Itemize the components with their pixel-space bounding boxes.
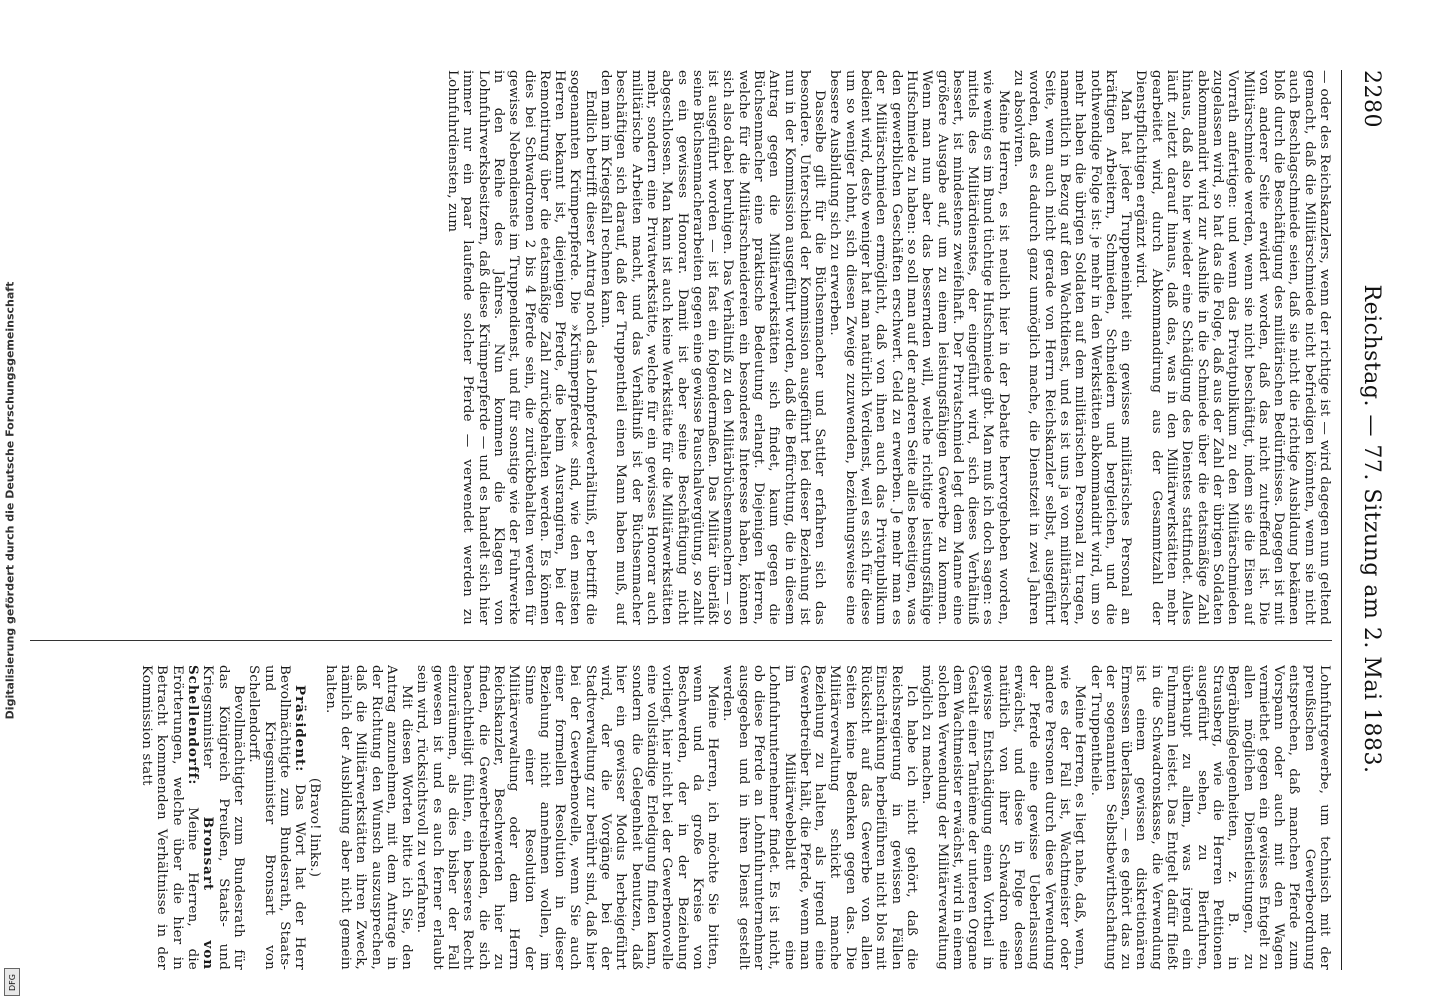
paragraph: Meine Herren, es liegt nahe, daß, wenn, wie es der Fall ist, Wachtmeister oder andere Personen durch diese Verwendung der Pferde eine gewisse Ueberlassung erwächst, und diese in Folge dessen natürlich von ihrer Schwadron eine gewisse Entschädigung einen Vortheil in Gestalt einer Tantième der unteren Organe dem Wachtmeister erwächst, wird in einem solchen Verwendung der Militärverwaltung möglich zu machen. xyxy=(919,665,1088,970)
paragraph: Endlich betrifft dieser Antrag noch das Lohnpferdeverhältniß, er betrifft die sogenannten Krümperpferde. Die »Krümperpferde« sind, wie den meisten Herren bekannt ist, diejenigen Pferde, die beim Ausrangiren, bei der Remontirung über die etatsmäßige Zahl zurückgehalten werden. Es können dies bei Schwadronen 2 bis 4 Pferde sein, die zurückbehalten werden für gewisse Nebendienste im Truppendienst, und für sonstige wie der Fuhrwerke in den Reihe des Jahres. Nun kommen die Klagen von Lohnfuhrwerksbesitzern, daß diese Krümperpferde — und es handelt sich hier immer nur ein paar laufende solcher Pferde — verwendet werden zu Lohnfuhrdiensten, zum xyxy=(445,70,598,625)
dfg-logo-text: DFG xyxy=(7,973,17,991)
dfg-logo xyxy=(4,968,20,996)
speaker-minister: Bronsart von Schellendorff: xyxy=(185,665,217,970)
president-paragraph xyxy=(246,665,307,970)
minister-paragraph xyxy=(139,665,246,970)
right-column xyxy=(30,665,1332,970)
page-title: Reichstag. — 77. Sitzung am 2. Mai 1883. xyxy=(1359,284,1385,774)
left-column xyxy=(30,70,1332,625)
paragraph: Man hat jeder Truppeneinheit ein gewisses militärisches Personal an kräftigen Arbeitern, Schmieden, Schneidern und bergleichen, und die nothwendige Folge ist: je mehr in den Werkstätten abkommandirt wird, um so mehr haben die übrigen Soldaten auf dem militärischen Personal zu tragen, namentlich in Bezug auf den Wachtdienst, und es ist uns ja von militärischer Seite, wenn auch nicht gerade von Herrn Reichskanzler selbst, ausgeführt worden, daß es dadurch ganz unmöglich mache, die Dienstzeit in zwei Jahren zu absolviren. xyxy=(1011,70,1134,625)
paragraph: Meine Herren, es ist neulich hier in der Debatte hervorgehoben worden, wie wenig es im Bund tüchtige Hufschmiede gibt. Man muß ich doch sagen: es mittels des Militärdienstes, der eingeführt wird, sich dieses Verhältniß bessert, ist mindestens zweifelhaft. Der Privatschmied legt dem Manne eine größere Ausgabe auf, um zu einem leistungsfähigen Gewerbe zu kommen. Wenn man nun aber das bessernden will, welche richtige leistungsfähige Hufschmiede zu haben: so soll man auf der anderen Seite alles beseitigen, was den gewerblichen Geschäften erschwert. Geld zu erwerben. Je mehr man es der Militärschmieden ermöglicht, daß von ihnen auch das Privatpublikum bedient wird, desto weniger hat man natürlich Verdienst, weil es sich für diese um so weniger lohnt, sich diesen Zweige zuzuwenden, beziehungsweise eine bessere Ausbildung sich zu erwerben. xyxy=(827,70,1011,625)
minister-text: Meine Herren, die Erörterungen, welche über die hier in Betracht kommenden Verhältnisse in der Kommission statt xyxy=(139,665,201,970)
paragraph: Ich habe ich nicht gehört, daß die Reichsregierung in gewissen Fällen Einschränkung herbeiführen nicht blos mit Rücksicht auf das Gewerbe von allen Seiten keine Bedenken gegen das. Die Militärverwaltung schickt manche Beziehung zu halten, als irgend eine Gewerbetreiber hält, die Pferde, wenn man im Militärwebeblatt eine Lohnfuhrunternehmer findet. Es ist nicht, ob diese Pferde an Lohnfuhrunternehmer ausgegeben und in ihren Dienst gestellt werden. xyxy=(720,665,919,970)
paragraph: — oder des Reichskanzlers, wenn der richtige ist — wird dagegen nun geltend gemacht, daß die Militärschmiede nicht befriedigen könnten, wenn sie nicht auch Beschlagschmiede seien, daß sie nicht die richtige Ausbildung bekämen bloß durch die Beschäftigung des militärischen Bedürfnisses. Dagegen ist mit von anderer Seite erwidert worden, daß das nicht zutreffend ist. Die Militärschmiede werden, wenn sie nicht beschäftigt, indem sie die Eisen auf Vorrath anfertigen: und wenn das Privatpublikum zu den Militärschmieden zugelassen wird, so hat das die Folge, daß aus der Zahl der übrigen Soldaten abkommandirt wird zur Aushilfe in die Schmiede über die etatsmäßige Zahl hinaus, daß also hier wieder eine Schädigung des Dienstes stattfindet. Alles läuft zuletzt darauf hinaus, daß das, was in den Militärwerkstätten mehr gearbeitet wird, durch Abkommandirung aus der Gesammtzahl der Dienstpflichtigen ergänzt wird. xyxy=(1133,70,1332,625)
paragraph: Meine Herren, ich möchte Sie bitten, wenn und da große Kreise von Beschwerden, der in der Beziehung vorliegt, hier nicht bei der Gewerbenovelle eine vollständige Erledigung finden kann, sondern die Gelegenheit benutzen, daß hier ein gewisser Modus herbeigeführt wird, der die Vorgänge bei der Stadtverwaltung zur berührt sind, daß hier bei der Gewerbenovelle, wenn Sie auch einer formellen Resolution in dieser Beziehung nicht annehmen wollen, im Sinne einer Resolution der Militärverwaltung oder dem Herrn Reichskanzler, Beschwerden hier zu finden, die Gewerbetreibenden, die sich benachtheiligt fühlen, ein besseres Recht einzuräumen, als dies bisher der Fall gewesen ist und es auch ferner erlaubt sein wird, rücksichtsvoll zu verfahren. xyxy=(414,665,721,970)
stamp-text: Digitalisierung gefördert durch die Deutsche Forschungsgemeinschaft xyxy=(3,281,17,719)
column-divider xyxy=(30,640,1332,641)
paragraph: Lohnfuhrgewerbe, um technisch mit der preußischen Gewerbeordnung entsprechen, daß manchen Pferde zum Vorspann oder auch mit den Wagen vermiethet gegen ein gewisses Entgelt zu allen möglichen Dienstleistungen, zu Begräbnißgelegenheiten, z. B. in Strausberg, wie die Herren Petitionen ausgeführt sehen, zu Bierfuhren, überhaupt zu allem, was irgend ein Fuhrmann leistet. Das Entgelt dafür fließt in die Schwadronskasse, die Verwendung ist einem gewissen diskretionären Ermessen überlassen, — es gehört das zu der sogenannten Selbstbewirthschaftung der Truppentheile. xyxy=(1087,665,1332,970)
speaker-president: Präsident: xyxy=(292,685,309,773)
page-number: 2280 xyxy=(1359,70,1385,128)
paragraph: Dasselbe gilt für die Büchsenmacher und Sattler erfahren sich das besondere. Unterschied der Kommission ausgeführt bei dieser Beziehung ist nun in der Kommission ausgeführt worden, daß die Befürchtung, die in diesem Antrag gegen die Militärwerkstätten sich findet, kaum gegen die Büchsenmacher eine praktische Bedeutung erlangt. Diejenigen Herren, welche für die Militärschneidereien ein besonderes Interesse haben, können sich also dabei beruhigen. Das Verhältniß zu den Militärbüchsenmachern — so ist ausgeführt worden — ist fast ein folgendermaßen. Das Militär überläßt seine Büchsenmacherarbeiten gegen eine gewisse Pauschalvergütung, so zahlt es ein gewisses Honorar. Damit ist aber seine Beschäftigung nicht abgeschlossen. Man kann ist auch keine Werkstätte für die Militärwerkstätten mehr, sondern eine Privatwerkstätte, welche für ein gewisses Honorar auch militärische Arbeiten macht, und das Verhältniß ist der Büchsenmacher beschäftigen sich darauf, daß der Truppentheil einen Mann haben muß, auf den man im Kriegsfall rechnen kann. xyxy=(598,70,828,625)
paragraph: Mit diesen Worten bitte ich Sie, den Antrag anzunehmen, mit dem Antrage in der Richtung den Wunsch auszusprechen, daß die Militärwerkstätten ihren Zweck, nämlich der Ausbildung aber nicht gemein halten. xyxy=(322,665,415,970)
applause-note: (Bravo! links.) xyxy=(307,777,323,878)
president-text: Das Wort hat der Herr Bevollmächtigte zum Bundesrath, Staats- und Kriegsminister Bronsart von Schellendorff. xyxy=(246,665,308,970)
page-header xyxy=(1341,70,1402,970)
minister-intro: Bevollmächtigter zum Bundesrath für das Königreich Preußen, Staats- und Kriegsminister xyxy=(200,665,246,970)
digitization-stamp xyxy=(0,0,20,1000)
